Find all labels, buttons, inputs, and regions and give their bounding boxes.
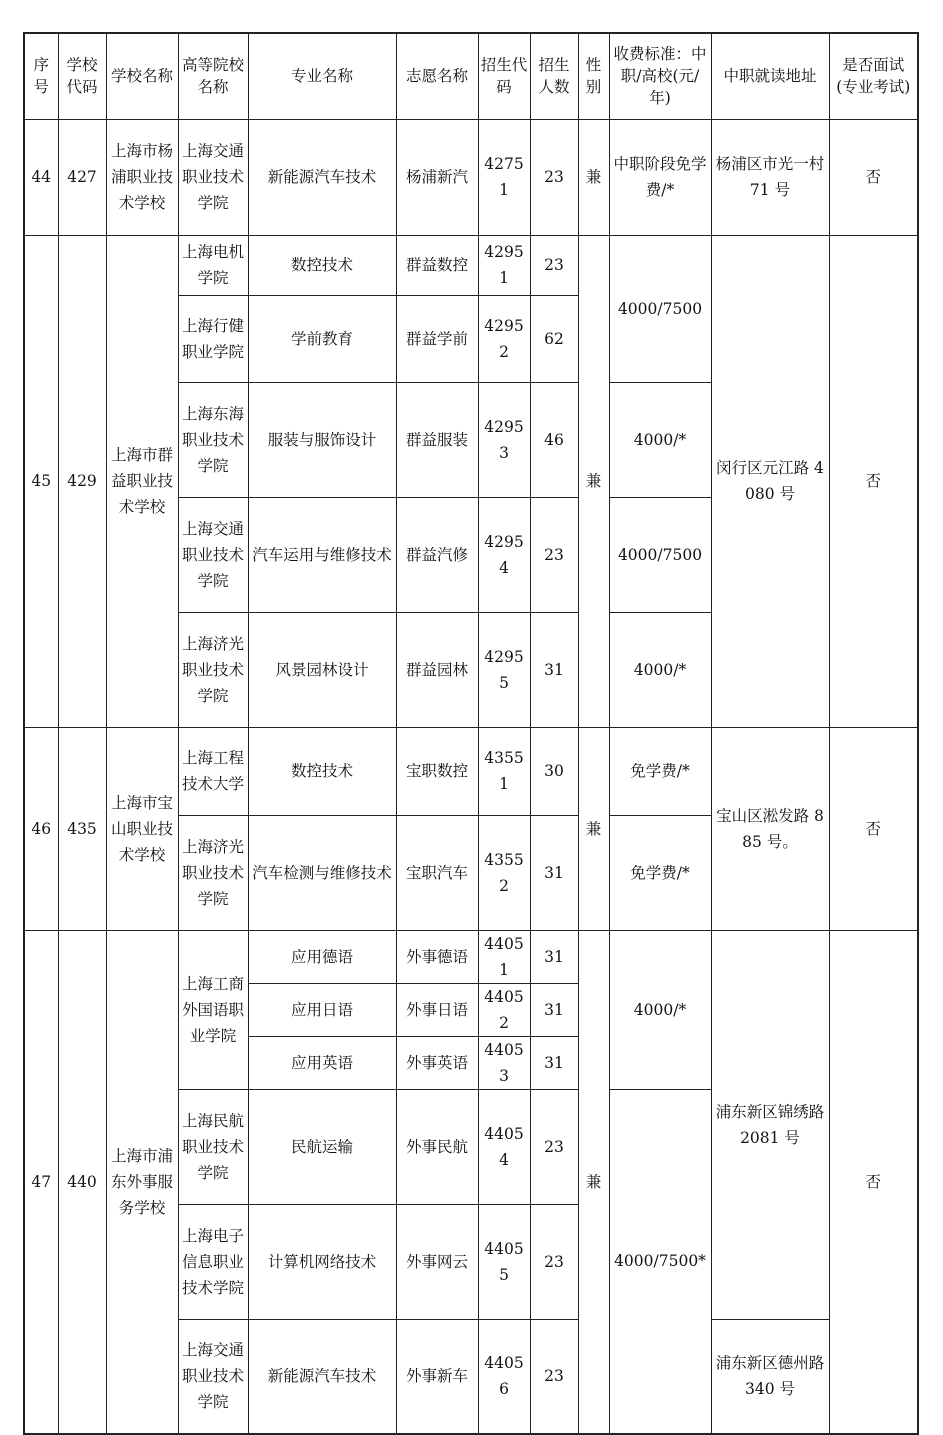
seq-cell: 44 xyxy=(24,119,58,235)
aspiration-cell: 外事民航 xyxy=(396,1089,478,1204)
seq-cell: 47 xyxy=(24,930,58,1434)
aspiration-cell: 群益学前 xyxy=(396,295,478,382)
enroll-count-cell: 31 xyxy=(530,815,578,930)
aspiration-cell: 外事英语 xyxy=(396,1036,478,1089)
seq-cell: 46 xyxy=(24,727,58,930)
college-cell: 上海民航职业技术学院 xyxy=(178,1089,248,1204)
enroll-code-cell: 42952 xyxy=(478,295,530,382)
enroll-code-cell: 42955 xyxy=(478,612,530,727)
gender-cell: 兼 xyxy=(578,119,609,235)
school-code-cell: 429 xyxy=(58,235,106,727)
major-cell: 计算机网络技术 xyxy=(248,1204,396,1319)
table-row xyxy=(24,119,918,235)
major-cell: 风景园林设计 xyxy=(248,612,396,727)
aspiration-cell: 杨浦新汽 xyxy=(396,119,478,235)
major-cell: 学前教育 xyxy=(248,295,396,382)
header-fee: 收费标准：中职/高校(元/年) xyxy=(609,33,711,119)
fee-cell: 免学费/* xyxy=(609,727,711,815)
enroll-count-cell: 23 xyxy=(530,119,578,235)
enroll-code-cell: 43552 xyxy=(478,815,530,930)
major-cell: 应用德语 xyxy=(248,930,396,983)
header-enroll-code: 招生代码 xyxy=(478,33,530,119)
aspiration-cell: 群益汽修 xyxy=(396,497,478,612)
enroll-code-cell: 44054 xyxy=(478,1089,530,1204)
table-header xyxy=(24,33,918,119)
enroll-code-cell: 42954 xyxy=(478,497,530,612)
address-cell: 杨浦区市光一村 71 号 xyxy=(711,119,829,235)
enroll-code-cell: 44052 xyxy=(478,983,530,1036)
fee-cell: 免学费/* xyxy=(609,815,711,930)
enroll-count-cell: 23 xyxy=(530,235,578,295)
fee-cell: 4000/7500 xyxy=(609,497,711,612)
aspiration-cell: 群益服装 xyxy=(396,382,478,497)
enroll-count-cell: 23 xyxy=(530,1089,578,1204)
header-aspiration-name: 志愿名称 xyxy=(396,33,478,119)
college-cell: 上海交通职业技术学院 xyxy=(178,497,248,612)
header-school-code: 学校代码 xyxy=(58,33,106,119)
address-cell: 浦东新区德州路 340 号 xyxy=(711,1319,829,1434)
fee-cell: 4000/7500* xyxy=(609,1089,711,1434)
aspiration-cell: 外事日语 xyxy=(396,983,478,1036)
enroll-count-cell: 31 xyxy=(530,1036,578,1089)
seq-cell: 45 xyxy=(24,235,58,727)
fee-cell: 4000/7500 xyxy=(609,235,711,382)
header-enroll-count: 招生人数 xyxy=(530,33,578,119)
aspiration-cell: 群益园林 xyxy=(396,612,478,727)
enroll-count-cell: 31 xyxy=(530,930,578,983)
enroll-count-cell: 31 xyxy=(530,612,578,727)
fee-cell: 4000/* xyxy=(609,382,711,497)
interview-cell: 否 xyxy=(829,119,918,235)
major-cell: 新能源汽车技术 xyxy=(248,1319,396,1434)
school-name-cell: 上海市群益职业技术学校 xyxy=(106,235,178,727)
major-cell: 民航运输 xyxy=(248,1089,396,1204)
college-cell: 上海工商外国语职业学院 xyxy=(178,930,248,1089)
enroll-count-cell: 31 xyxy=(530,983,578,1036)
major-cell: 应用英语 xyxy=(248,1036,396,1089)
enroll-code-cell: 44053 xyxy=(478,1036,530,1089)
school-code-cell: 440 xyxy=(58,930,106,1434)
header-gender: 性别 xyxy=(578,33,609,119)
enroll-code-cell: 44055 xyxy=(478,1204,530,1319)
major-cell: 数控技术 xyxy=(248,235,396,295)
header-school-name: 学校名称 xyxy=(106,33,178,119)
address-cell: 闵行区元江路 4080 号 xyxy=(711,235,829,727)
school-name-cell: 上海市浦东外事服务学校 xyxy=(106,930,178,1434)
college-cell: 上海行健职业学院 xyxy=(178,295,248,382)
enroll-code-cell: 42953 xyxy=(478,382,530,497)
enroll-count-cell: 46 xyxy=(530,382,578,497)
aspiration-cell: 外事网云 xyxy=(396,1204,478,1319)
header-seq: 序号 xyxy=(24,33,58,119)
header-college-name: 高等院校名称 xyxy=(178,33,248,119)
aspiration-cell: 宝职汽车 xyxy=(396,815,478,930)
college-cell: 上海济光职业技术学院 xyxy=(178,815,248,930)
fee-cell: 4000/* xyxy=(609,612,711,727)
enroll-count-cell: 62 xyxy=(530,295,578,382)
aspiration-cell: 宝职数控 xyxy=(396,727,478,815)
header-address: 中职就读地址 xyxy=(711,33,829,119)
college-cell: 上海工程技术大学 xyxy=(178,727,248,815)
table-row xyxy=(24,930,918,983)
college-cell: 上海济光职业技术学院 xyxy=(178,612,248,727)
interview-cell: 否 xyxy=(829,727,918,930)
enroll-code-cell: 42951 xyxy=(478,235,530,295)
fee-cell: 4000/* xyxy=(609,930,711,1089)
college-cell: 上海电机学院 xyxy=(178,235,248,295)
header-interview: 是否面试(专业考试) xyxy=(829,33,918,119)
enroll-code-cell: 42751 xyxy=(478,119,530,235)
major-cell: 服装与服饰设计 xyxy=(248,382,396,497)
gender-cell: 兼 xyxy=(578,235,609,727)
enroll-count-cell: 23 xyxy=(530,497,578,612)
aspiration-cell: 外事德语 xyxy=(396,930,478,983)
major-cell: 汽车检测与维修技术 xyxy=(248,815,396,930)
gender-cell: 兼 xyxy=(578,930,609,1434)
major-cell: 应用日语 xyxy=(248,983,396,1036)
enroll-count-cell: 23 xyxy=(530,1319,578,1434)
college-cell: 上海交通职业技术学院 xyxy=(178,1319,248,1434)
header-major-name: 专业名称 xyxy=(248,33,396,119)
enroll-count-cell: 23 xyxy=(530,1204,578,1319)
major-cell: 新能源汽车技术 xyxy=(248,119,396,235)
college-cell: 上海电子信息职业技术学院 xyxy=(178,1204,248,1319)
aspiration-cell: 外事新车 xyxy=(396,1319,478,1434)
fee-cell: 中职阶段免学费/* xyxy=(609,119,711,235)
enroll-code-cell: 43551 xyxy=(478,727,530,815)
enroll-count-cell: 30 xyxy=(530,727,578,815)
major-cell: 数控技术 xyxy=(248,727,396,815)
gender-cell: 兼 xyxy=(578,727,609,930)
school-code-cell: 435 xyxy=(58,727,106,930)
interview-cell: 否 xyxy=(829,930,918,1434)
aspiration-cell: 群益数控 xyxy=(396,235,478,295)
college-cell: 上海交通职业技术学院 xyxy=(178,119,248,235)
table-row xyxy=(24,727,918,815)
college-cell: 上海东海职业技术学院 xyxy=(178,382,248,497)
address-cell: 宝山区淞发路 885 号。 xyxy=(711,727,829,930)
school-name-cell: 上海市杨浦职业技术学校 xyxy=(106,119,178,235)
interview-cell: 否 xyxy=(829,235,918,727)
table-row xyxy=(24,235,918,295)
enroll-code-cell: 44051 xyxy=(478,930,530,983)
address-cell: 浦东新区锦绣路 2081 号 xyxy=(711,930,829,1319)
school-name-cell: 上海市宝山职业技术学校 xyxy=(106,727,178,930)
major-cell: 汽车运用与维修技术 xyxy=(248,497,396,612)
enrollment-table xyxy=(23,32,919,1435)
enroll-code-cell: 44056 xyxy=(478,1319,530,1434)
school-code-cell: 427 xyxy=(58,119,106,235)
